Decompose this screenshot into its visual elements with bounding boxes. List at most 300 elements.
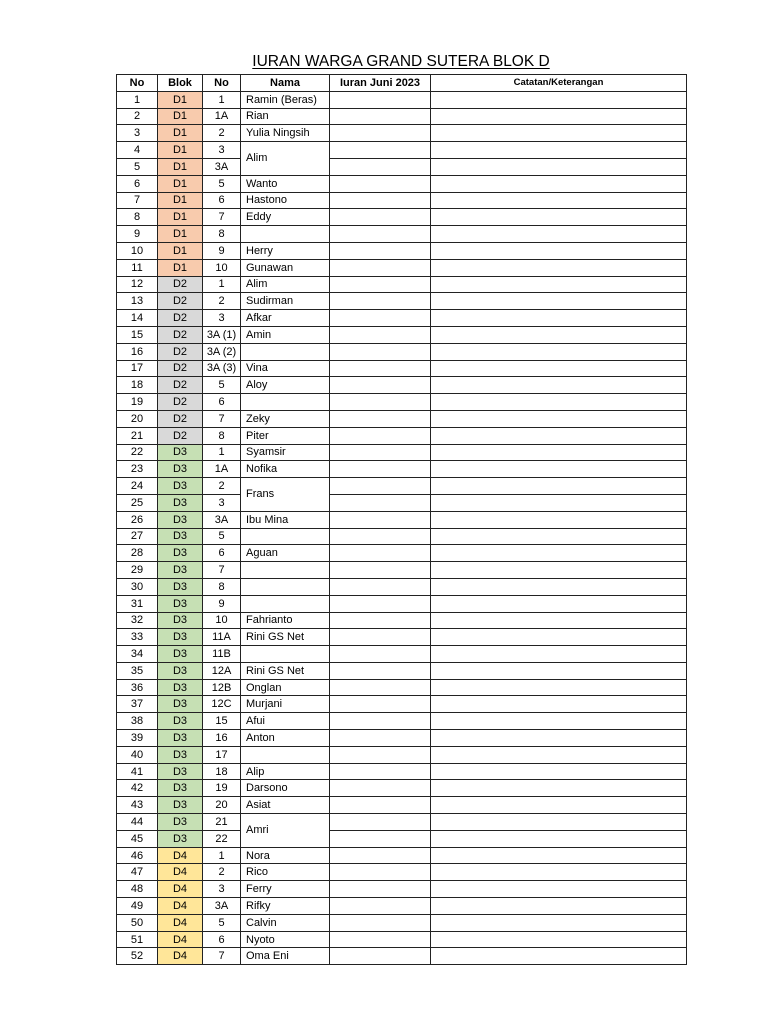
row-iuran-cell[interactable] [330, 662, 431, 679]
row-blok: D4 [158, 898, 203, 915]
row-nama: Hastono [241, 192, 330, 209]
row-iuran-cell[interactable] [330, 780, 431, 797]
row-nama: Aloy [241, 377, 330, 394]
row-nama: Aguan [241, 545, 330, 562]
row-unit-no: 3A [203, 511, 241, 528]
row-iuran-cell[interactable] [330, 646, 431, 663]
row-unit-no: 3 [203, 881, 241, 898]
table-row [117, 780, 687, 797]
row-iuran-cell[interactable] [330, 578, 431, 595]
row-nama [241, 562, 330, 579]
row-nama: Piter [241, 427, 330, 444]
row-blok: D3 [158, 780, 203, 797]
row-catatan-cell[interactable] [431, 948, 687, 965]
table-row [117, 696, 687, 713]
row-iuran-cell[interactable] [330, 830, 431, 847]
row-catatan-cell[interactable] [431, 545, 687, 562]
row-nama: Alim [241, 142, 330, 176]
row-iuran-cell[interactable] [330, 108, 431, 125]
row-iuran-cell[interactable] [330, 528, 431, 545]
row-no: 25 [117, 494, 158, 511]
row-unit-no: 3A (2) [203, 343, 241, 360]
row-unit-no: 1A [203, 461, 241, 478]
table-row [117, 175, 687, 192]
row-iuran-cell[interactable] [330, 562, 431, 579]
row-unit-no: 1 [203, 276, 241, 293]
row-catatan-cell[interactable] [431, 646, 687, 663]
row-blok: D2 [158, 310, 203, 327]
row-catatan-cell[interactable] [431, 730, 687, 747]
row-no: 45 [117, 830, 158, 847]
row-unit-no: 7 [203, 410, 241, 427]
row-no: 16 [117, 343, 158, 360]
table-row [117, 494, 687, 511]
row-nama [241, 578, 330, 595]
row-blok: D3 [158, 814, 203, 831]
table-row [117, 679, 687, 696]
row-nama [241, 746, 330, 763]
row-catatan-cell[interactable] [431, 293, 687, 310]
row-catatan-cell[interactable] [431, 394, 687, 411]
row-catatan-cell[interactable] [431, 780, 687, 797]
row-blok: D2 [158, 394, 203, 411]
row-nama [241, 528, 330, 545]
table-row [117, 562, 687, 579]
row-iuran-cell[interactable] [330, 427, 431, 444]
table-header-row [117, 75, 687, 92]
row-catatan-cell[interactable] [431, 242, 687, 259]
row-unit-no: 6 [203, 192, 241, 209]
row-no: 14 [117, 310, 158, 327]
table-row [117, 293, 687, 310]
table-row [117, 259, 687, 276]
row-unit-no: 7 [203, 209, 241, 226]
table-row [117, 847, 687, 864]
row-catatan-cell[interactable] [431, 125, 687, 142]
row-iuran-cell[interactable] [330, 226, 431, 243]
row-nama [241, 394, 330, 411]
table-row [117, 730, 687, 747]
row-iuran-cell[interactable] [330, 696, 431, 713]
table-row [117, 864, 687, 881]
row-unit-no: 20 [203, 797, 241, 814]
row-blok: D2 [158, 377, 203, 394]
row-catatan-cell[interactable] [431, 192, 687, 209]
row-no: 13 [117, 293, 158, 310]
row-no: 28 [117, 545, 158, 562]
row-catatan-cell[interactable] [431, 713, 687, 730]
row-blok: D1 [158, 142, 203, 159]
row-blok: D3 [158, 545, 203, 562]
table-row [117, 427, 687, 444]
row-catatan-cell[interactable] [431, 797, 687, 814]
row-iuran-cell[interactable] [330, 192, 431, 209]
row-blok: D1 [158, 125, 203, 142]
row-nama: Rian [241, 108, 330, 125]
table-row [117, 125, 687, 142]
row-unit-no: 7 [203, 562, 241, 579]
row-unit-no: 6 [203, 931, 241, 948]
row-iuran-cell[interactable] [330, 276, 431, 293]
row-catatan-cell[interactable] [431, 511, 687, 528]
row-iuran-cell[interactable] [330, 293, 431, 310]
row-unit-no: 3 [203, 494, 241, 511]
row-catatan-cell[interactable] [431, 898, 687, 915]
row-iuran-cell[interactable] [330, 377, 431, 394]
row-unit-no: 3A [203, 158, 241, 175]
row-iuran-cell[interactable] [330, 494, 431, 511]
table-row [117, 478, 687, 495]
row-blok: D3 [158, 478, 203, 495]
table-row [117, 108, 687, 125]
row-blok: D1 [158, 242, 203, 259]
row-catatan-cell[interactable] [431, 847, 687, 864]
row-iuran-cell[interactable] [330, 158, 431, 175]
row-iuran-cell[interactable] [330, 847, 431, 864]
row-no: 38 [117, 713, 158, 730]
table-row [117, 662, 687, 679]
row-blok: D2 [158, 326, 203, 343]
row-catatan-cell[interactable] [431, 360, 687, 377]
table-row [117, 410, 687, 427]
row-nama: Alip [241, 763, 330, 780]
table-row [117, 646, 687, 663]
row-catatan-cell[interactable] [431, 310, 687, 327]
dues-table [116, 74, 687, 965]
row-nama: Ibu Mina [241, 511, 330, 528]
row-nama: Fahrianto [241, 612, 330, 629]
row-unit-no: 16 [203, 730, 241, 747]
row-blok: D1 [158, 209, 203, 226]
row-blok: D3 [158, 646, 203, 663]
row-catatan-cell[interactable] [431, 864, 687, 881]
row-iuran-cell[interactable] [330, 746, 431, 763]
row-blok: D4 [158, 948, 203, 965]
row-no: 47 [117, 864, 158, 881]
row-catatan-cell[interactable] [431, 612, 687, 629]
row-blok: D3 [158, 730, 203, 747]
table-row [117, 461, 687, 478]
header-iuran: Iuran Juni 2023 [330, 75, 431, 92]
row-no: 32 [117, 612, 158, 629]
table-row [117, 914, 687, 931]
row-iuran-cell[interactable] [330, 713, 431, 730]
row-blok: D3 [158, 830, 203, 847]
row-nama: Ramin (Beras) [241, 91, 330, 108]
row-catatan-cell[interactable] [431, 662, 687, 679]
row-blok: D4 [158, 881, 203, 898]
row-nama: Syamsir [241, 444, 330, 461]
row-catatan-cell[interactable] [431, 528, 687, 545]
row-unit-no: 9 [203, 242, 241, 259]
row-blok: D3 [158, 763, 203, 780]
row-no: 29 [117, 562, 158, 579]
row-unit-no: 12C [203, 696, 241, 713]
row-no: 22 [117, 444, 158, 461]
row-nama: Calvin [241, 914, 330, 931]
row-nama: Gunawan [241, 259, 330, 276]
row-iuran-cell[interactable] [330, 259, 431, 276]
row-iuran-cell[interactable] [330, 209, 431, 226]
row-iuran-cell[interactable] [330, 478, 431, 495]
row-catatan-cell[interactable] [431, 696, 687, 713]
row-catatan-cell[interactable] [431, 276, 687, 293]
row-iuran-cell[interactable] [330, 91, 431, 108]
row-no: 50 [117, 914, 158, 931]
table-row [117, 881, 687, 898]
row-blok: D3 [158, 696, 203, 713]
table-row [117, 948, 687, 965]
row-catatan-cell[interactable] [431, 142, 687, 159]
row-catatan-cell[interactable] [431, 461, 687, 478]
row-no: 34 [117, 646, 158, 663]
row-nama: Eddy [241, 209, 330, 226]
row-unit-no: 3A (1) [203, 326, 241, 343]
row-iuran-cell[interactable] [330, 730, 431, 747]
row-no: 46 [117, 847, 158, 864]
row-catatan-cell[interactable] [431, 595, 687, 612]
row-blok: D3 [158, 679, 203, 696]
row-blok: D3 [158, 629, 203, 646]
row-blok: D2 [158, 360, 203, 377]
row-catatan-cell[interactable] [431, 259, 687, 276]
row-no: 35 [117, 662, 158, 679]
row-nama [241, 595, 330, 612]
row-catatan-cell[interactable] [431, 814, 687, 831]
row-blok: D3 [158, 713, 203, 730]
table-row [117, 276, 687, 293]
row-iuran-cell[interactable] [330, 410, 431, 427]
row-blok: D3 [158, 797, 203, 814]
row-catatan-cell[interactable] [431, 175, 687, 192]
row-no: 9 [117, 226, 158, 243]
header-unit-no: No [203, 75, 241, 92]
table-row [117, 629, 687, 646]
table-row [117, 242, 687, 259]
row-unit-no: 12B [203, 679, 241, 696]
row-iuran-cell[interactable] [330, 629, 431, 646]
row-catatan-cell[interactable] [431, 158, 687, 175]
row-unit-no: 8 [203, 226, 241, 243]
row-catatan-cell[interactable] [431, 108, 687, 125]
row-blok: D1 [158, 175, 203, 192]
row-iuran-cell[interactable] [330, 394, 431, 411]
row-unit-no: 10 [203, 612, 241, 629]
table-row [117, 142, 687, 159]
row-no: 5 [117, 158, 158, 175]
row-unit-no: 11B [203, 646, 241, 663]
row-unit-no: 8 [203, 427, 241, 444]
row-nama: Oma Eni [241, 948, 330, 965]
row-no: 20 [117, 410, 158, 427]
table-row [117, 377, 687, 394]
row-iuran-cell[interactable] [330, 797, 431, 814]
row-unit-no: 2 [203, 125, 241, 142]
row-catatan-cell[interactable] [431, 914, 687, 931]
row-iuran-cell[interactable] [330, 864, 431, 881]
row-nama: Vina [241, 360, 330, 377]
row-catatan-cell[interactable] [431, 763, 687, 780]
row-catatan-cell[interactable] [431, 427, 687, 444]
row-blok: D3 [158, 494, 203, 511]
page-title [116, 52, 686, 72]
row-catatan-cell[interactable] [431, 629, 687, 646]
row-iuran-cell[interactable] [330, 814, 431, 831]
row-catatan-cell[interactable] [431, 578, 687, 595]
row-no: 31 [117, 595, 158, 612]
row-no: 11 [117, 259, 158, 276]
row-unit-no: 15 [203, 713, 241, 730]
row-catatan-cell[interactable] [431, 478, 687, 495]
header-blok: Blok [158, 75, 203, 92]
row-no: 23 [117, 461, 158, 478]
row-blok: D2 [158, 427, 203, 444]
row-no: 15 [117, 326, 158, 343]
row-iuran-cell[interactable] [330, 511, 431, 528]
row-iuran-cell[interactable] [330, 125, 431, 142]
row-blok: D3 [158, 461, 203, 478]
row-catatan-cell[interactable] [431, 377, 687, 394]
row-nama: Rini GS Net [241, 629, 330, 646]
row-nama [241, 343, 330, 360]
table-row [117, 511, 687, 528]
row-no: 1 [117, 91, 158, 108]
row-no: 48 [117, 881, 158, 898]
row-nama: Rini GS Net [241, 662, 330, 679]
row-iuran-cell[interactable] [330, 242, 431, 259]
row-catatan-cell[interactable] [431, 209, 687, 226]
row-unit-no: 6 [203, 545, 241, 562]
row-nama: Murjani [241, 696, 330, 713]
row-catatan-cell[interactable] [431, 410, 687, 427]
row-blok: D3 [158, 662, 203, 679]
row-no: 3 [117, 125, 158, 142]
row-iuran-cell[interactable] [330, 898, 431, 915]
row-no: 49 [117, 898, 158, 915]
row-unit-no: 22 [203, 830, 241, 847]
row-unit-no: 1 [203, 91, 241, 108]
header-no: No [117, 75, 158, 92]
row-no: 26 [117, 511, 158, 528]
row-unit-no: 5 [203, 377, 241, 394]
row-catatan-cell[interactable] [431, 931, 687, 948]
row-unit-no: 12A [203, 662, 241, 679]
row-no: 4 [117, 142, 158, 159]
row-iuran-cell[interactable] [330, 444, 431, 461]
header-nama: Nama [241, 75, 330, 92]
row-no: 24 [117, 478, 158, 495]
table-row [117, 612, 687, 629]
row-iuran-cell[interactable] [330, 914, 431, 931]
row-catatan-cell[interactable] [431, 746, 687, 763]
row-catatan-cell[interactable] [431, 494, 687, 511]
table-row [117, 595, 687, 612]
row-catatan-cell[interactable] [431, 679, 687, 696]
row-iuran-cell[interactable] [330, 948, 431, 965]
row-iuran-cell[interactable] [330, 326, 431, 343]
row-iuran-cell[interactable] [330, 310, 431, 327]
row-iuran-cell[interactable] [330, 763, 431, 780]
row-nama: Nora [241, 847, 330, 864]
row-unit-no: 3 [203, 142, 241, 159]
row-no: 51 [117, 931, 158, 948]
row-no: 19 [117, 394, 158, 411]
row-iuran-cell[interactable] [330, 612, 431, 629]
row-catatan-cell[interactable] [431, 326, 687, 343]
row-nama: Rico [241, 864, 330, 881]
row-blok: D1 [158, 192, 203, 209]
table-row [117, 326, 687, 343]
row-nama: Zeky [241, 410, 330, 427]
row-iuran-cell[interactable] [330, 679, 431, 696]
row-blok: D1 [158, 108, 203, 125]
table-row [117, 209, 687, 226]
row-no: 40 [117, 746, 158, 763]
row-unit-no: 21 [203, 814, 241, 831]
row-catatan-cell[interactable] [431, 562, 687, 579]
row-nama [241, 226, 330, 243]
row-iuran-cell[interactable] [330, 360, 431, 377]
row-catatan-cell[interactable] [431, 881, 687, 898]
row-iuran-cell[interactable] [330, 343, 431, 360]
row-iuran-cell[interactable] [330, 142, 431, 159]
row-no: 17 [117, 360, 158, 377]
row-blok: D2 [158, 293, 203, 310]
row-unit-no: 7 [203, 948, 241, 965]
row-blok: D3 [158, 746, 203, 763]
row-nama: Anton [241, 730, 330, 747]
row-unit-no: 1A [203, 108, 241, 125]
row-blok: D3 [158, 562, 203, 579]
row-blok: D4 [158, 847, 203, 864]
row-blok: D4 [158, 931, 203, 948]
row-no: 8 [117, 209, 158, 226]
row-nama: Darsono [241, 780, 330, 797]
table-row [117, 898, 687, 915]
row-blok: D4 [158, 864, 203, 881]
row-blok: D2 [158, 343, 203, 360]
row-nama: Yulia Ningsih [241, 125, 330, 142]
row-no: 27 [117, 528, 158, 545]
row-unit-no: 3A (3) [203, 360, 241, 377]
row-catatan-cell[interactable] [431, 444, 687, 461]
header-catatan: Catatan/Keterangan [431, 75, 687, 92]
row-no: 39 [117, 730, 158, 747]
row-iuran-cell[interactable] [330, 881, 431, 898]
table-row [117, 746, 687, 763]
row-no: 18 [117, 377, 158, 394]
row-catatan-cell[interactable] [431, 830, 687, 847]
row-no: 36 [117, 679, 158, 696]
row-blok: D1 [158, 226, 203, 243]
row-iuran-cell[interactable] [330, 175, 431, 192]
row-catatan-cell[interactable] [431, 226, 687, 243]
row-catatan-cell[interactable] [431, 91, 687, 108]
row-iuran-cell[interactable] [330, 545, 431, 562]
table-body [117, 91, 687, 964]
row-unit-no: 11A [203, 629, 241, 646]
row-unit-no: 9 [203, 595, 241, 612]
row-nama: Sudirman [241, 293, 330, 310]
row-iuran-cell[interactable] [330, 931, 431, 948]
table-row [117, 444, 687, 461]
row-no: 30 [117, 578, 158, 595]
row-unit-no: 5 [203, 528, 241, 545]
row-iuran-cell[interactable] [330, 595, 431, 612]
row-catatan-cell[interactable] [431, 343, 687, 360]
table-row [117, 528, 687, 545]
row-iuran-cell[interactable] [330, 461, 431, 478]
